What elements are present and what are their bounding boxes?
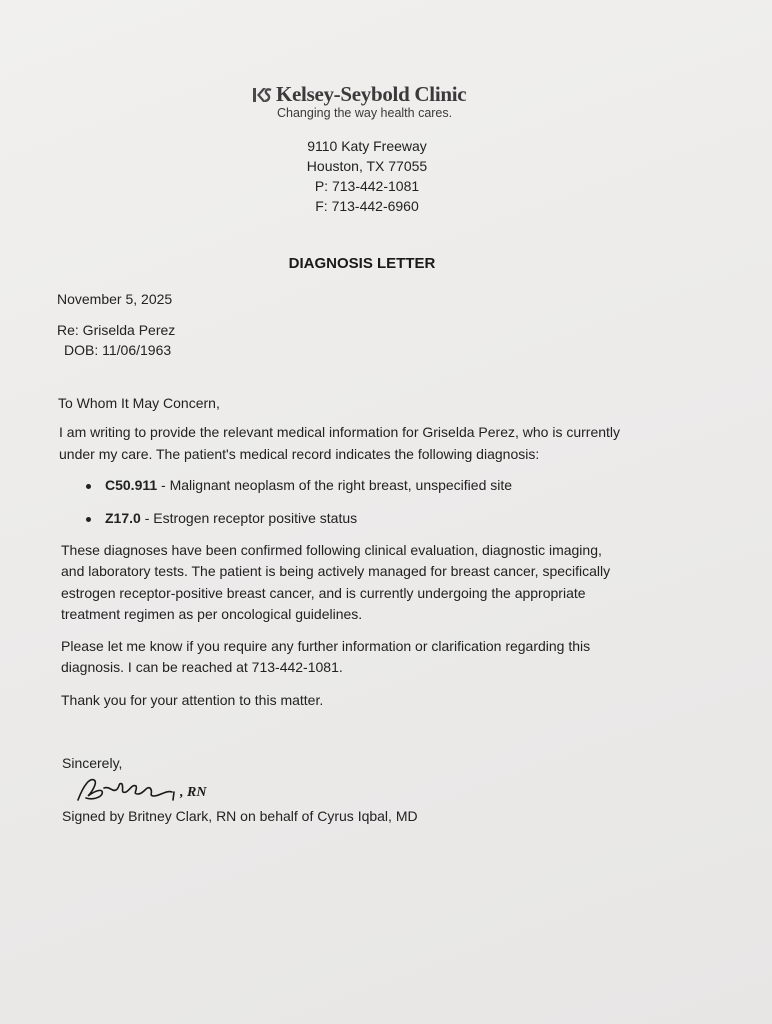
intro-line-2: under my care. The patient's medical record indicates the following diagnosis: <box>59 446 540 462</box>
diagnosis-code: Z17.0 <box>105 510 141 526</box>
handwritten-signature <box>70 770 230 806</box>
signature-suffix: , RN <box>180 785 207 800</box>
clinic-logo-icon <box>252 86 272 104</box>
diagnosis-description: - Estrogen receptor positive status <box>140 510 358 526</box>
signed-by: Signed by Britney Clark, RN on behalf of Cyrus Iqbal, MD <box>62 808 418 824</box>
patient-dob: DOB: 11/06/1963 <box>64 342 172 358</box>
body-line-3: estrogen receptor-positive breast cancer, and is currently undergoing the appropriate <box>61 585 586 601</box>
intro-line-1: I am writing to provide the relevant medical information for Griselda Perez, who is currently <box>59 424 621 440</box>
address-line-1: 9110 Katy Freeway <box>307 138 427 154</box>
phone-number: P: 713-442-1081 <box>314 178 420 194</box>
bullet-icon <box>86 484 91 489</box>
body-line-2: and laboratory tests. The patient is being actively managed for breast cancer, specifically <box>61 563 611 579</box>
patient-reference: Re: Griselda Perez <box>57 322 176 338</box>
thanks-line: Thank you for your attention to this matter. <box>61 692 324 708</box>
diagnosis-description: - Malignant neoplasm of the right breast, unspecified site <box>157 477 513 493</box>
body-line-1: These diagnoses have been confirmed following clinical evaluation, diagnostic imaging, <box>61 542 602 558</box>
body-line-4: treatment regimen as per oncological guidelines. <box>61 606 363 622</box>
clinic-logo <box>252 82 466 107</box>
bullet-icon <box>86 517 91 522</box>
address-line-2: Houston, TX 77055 <box>306 158 428 174</box>
clinic-name: Kelsey-Seybold Clinic <box>276 82 467 106</box>
diagnosis-item <box>86 477 512 493</box>
letter-title: DIAGNOSIS LETTER <box>288 255 436 272</box>
clinic-tagline: Changing the way health cares. <box>277 106 453 120</box>
salutation: To Whom It May Concern, <box>58 395 220 411</box>
diagnosis-item <box>86 510 357 526</box>
fax-number: F: 713-442-6960 <box>315 198 419 214</box>
letter-date: November 5, 2025 <box>57 291 173 307</box>
contact-line-1: Please let me know if you require any further information or clarification regarding this <box>61 638 591 654</box>
contact-line-2: diagnosis. I can be reached at 713-442-1081. <box>61 659 343 675</box>
diagnosis-code: C50.911 <box>105 477 158 493</box>
closing: Sincerely, <box>62 755 123 771</box>
